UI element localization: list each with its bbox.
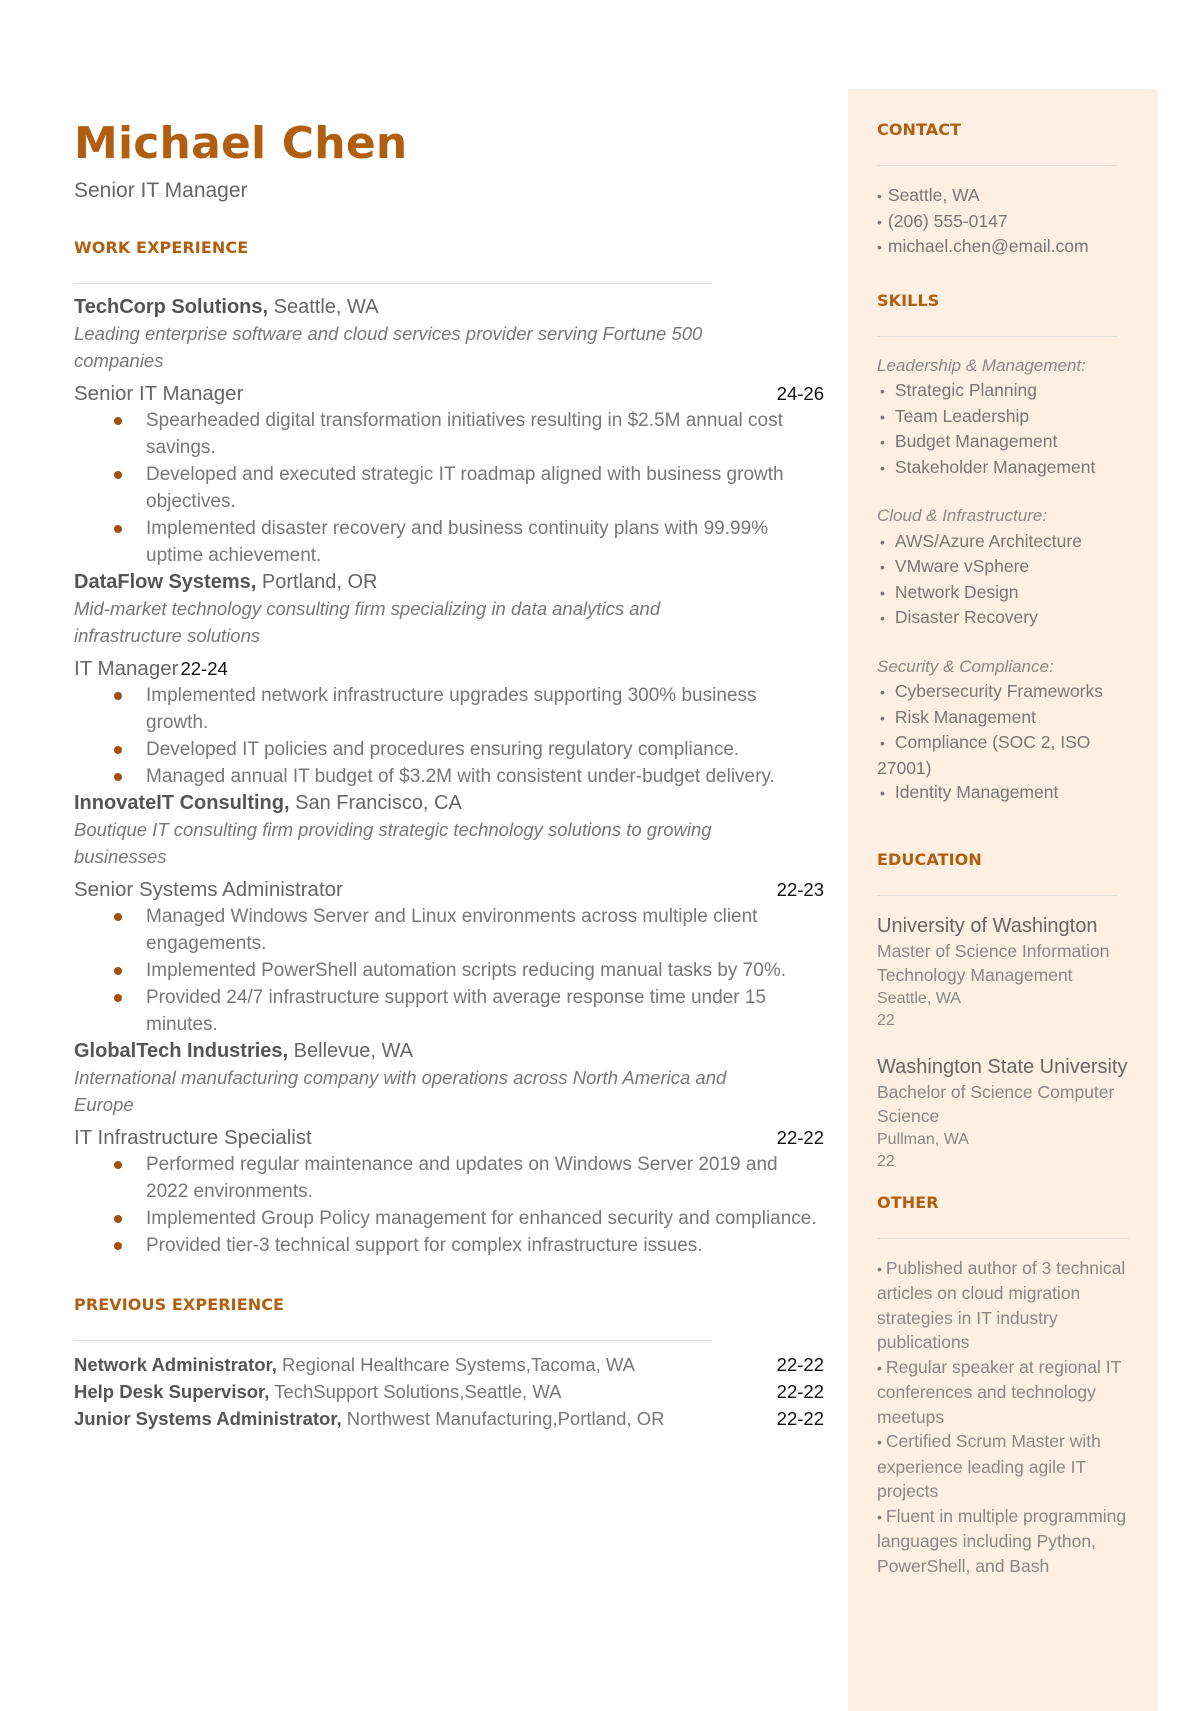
- graduation-year: 22: [877, 1152, 895, 1170]
- role-line: [74, 381, 824, 407]
- candidate-name: Michael Chen: [74, 118, 408, 169]
- previous-role-row: [74, 1351, 824, 1378]
- contact-email[interactable]: [877, 234, 1129, 260]
- bullet-dot-icon: •: [880, 559, 885, 575]
- company-name: DataFlow Systems,: [74, 571, 257, 593]
- role-line: [74, 877, 824, 903]
- company-description: Mid-market technology consulting firm specializing in data analytics and infrastructure solutions: [74, 598, 661, 646]
- bullet-dot-icon: [114, 471, 122, 479]
- skill-text: Compliance (SOC 2, ISO 27001): [877, 732, 1091, 778]
- contact-phone[interactable]: [877, 209, 1129, 235]
- role-dates: 22-23: [776, 879, 824, 900]
- other-section: [877, 1193, 1129, 1579]
- other-list: [877, 1256, 1129, 1579]
- previous-role-dates: 22-22: [776, 1408, 824, 1429]
- skills-heading: SKILLS: [877, 290, 940, 310]
- achievement-list: [112, 407, 824, 569]
- achievement-text: Implemented disaster recovery and business continuity plans with 99.99% uptime achievement.: [146, 518, 769, 566]
- education-entry: [877, 913, 1129, 1032]
- achievement-text: Provided 24/7 infrastructure support with average response time under 15 minutes.: [146, 987, 766, 1035]
- skill-category: Security & Compliance:: [877, 656, 1054, 676]
- bullet-dot-icon: [114, 773, 122, 781]
- other-item: [877, 1256, 1129, 1355]
- section-divider: [74, 1340, 712, 1341]
- achievement-text: Implemented PowerShell automation scripts reducing manual tasks by 70%.: [146, 960, 786, 981]
- achievement-item: [112, 682, 824, 736]
- role-title: IT Infrastructure Specialist: [74, 1126, 312, 1149]
- previous-role-row: [74, 1378, 824, 1405]
- bullet-dot-icon: [114, 746, 122, 754]
- achievement-item: [112, 736, 824, 763]
- skill-item: [877, 705, 1129, 731]
- education-entry: [877, 1054, 1129, 1173]
- skill-text: Disaster Recovery: [894, 607, 1038, 627]
- achievement-item: [112, 407, 824, 461]
- other-text: Certified Scrum Master with experience leading agile IT projects: [877, 1431, 1101, 1501]
- bullet-dot-icon: •: [880, 785, 885, 801]
- bullet-dot-icon: •: [880, 434, 885, 450]
- other-text: Fluent in multiple programming languages including Python, PowerShell, and Bash: [877, 1505, 1127, 1576]
- bullet-dot-icon: •: [880, 684, 885, 700]
- bullet-dot-icon: •: [877, 188, 882, 204]
- job-entry: [74, 790, 822, 1038]
- previous-role-details: Regional Healthcare Systems,Tacoma, WA: [276, 1354, 636, 1375]
- previous-experience-heading: PREVIOUS EXPERIENCE: [74, 1295, 285, 1314]
- bullet-dot-icon: •: [880, 735, 885, 751]
- achievement-item: [112, 1205, 824, 1232]
- school-name: University of Washington: [877, 914, 1098, 937]
- skill-text: Strategic Planning: [894, 380, 1037, 400]
- achievement-text: Implemented network infrastructure upgrades supporting 300% business growth.: [146, 685, 757, 733]
- other-text: Regular speaker at regional IT conferences and technology meetups: [877, 1356, 1121, 1427]
- company-location: San Francisco, CA: [289, 792, 462, 814]
- bullet-dot-icon: •: [880, 459, 885, 476]
- previous-role-dates: 22-22: [776, 1381, 824, 1402]
- bullet-dot-icon: [114, 525, 122, 533]
- skill-group: [877, 354, 1129, 481]
- achievement-text: Managed Windows Server and Linux environments across multiple client engagements.: [146, 906, 758, 954]
- company-line: [74, 294, 822, 320]
- skill-item: [877, 679, 1129, 705]
- other-item: [877, 1504, 1129, 1579]
- role-title: Senior Systems Administrator: [74, 878, 343, 901]
- other-item: [877, 1429, 1129, 1504]
- company-line: [74, 790, 822, 816]
- bullet-dot-icon: •: [880, 610, 885, 626]
- company-line: [74, 1038, 822, 1064]
- bullet-dot-icon: •: [877, 213, 882, 230]
- section-divider: [74, 283, 712, 284]
- skill-category: Cloud & Infrastructure:: [877, 506, 1048, 525]
- previous-role-title: Junior Systems Administrator,: [74, 1408, 342, 1429]
- main-column: [74, 118, 822, 1432]
- previous-experience-list: [74, 1351, 822, 1432]
- contact-email-link[interactable]: michael.chen@email.com: [887, 236, 1089, 256]
- skill-category: Leadership & Management:: [877, 355, 1086, 375]
- bullet-dot-icon: •: [877, 239, 882, 255]
- company-line: [74, 569, 822, 595]
- bullet-dot-icon: [114, 967, 122, 975]
- previous-role-details: Northwest Manufacturing,Portland, OR: [341, 1408, 665, 1429]
- skill-text: VMware vSphere: [894, 556, 1030, 576]
- skill-item: [877, 529, 1129, 555]
- skill-item: [877, 429, 1129, 455]
- degree: Bachelor of Science Computer Science: [877, 1081, 1115, 1126]
- other-heading: OTHER: [877, 1192, 939, 1212]
- company-name: InnovateIT Consulting,: [74, 792, 290, 814]
- skill-list: [877, 378, 1129, 480]
- company-description: Leading enterprise software and cloud services provider serving Fortune 500 companies: [74, 323, 703, 371]
- job-entry: [74, 1038, 822, 1259]
- achievement-text: Implemented Group Policy management for enhanced security and compliance.: [146, 1208, 817, 1229]
- achievement-text: Developed IT policies and procedures ensuring regulatory compliance.: [146, 739, 740, 760]
- achievement-item: [112, 984, 824, 1038]
- company-location: Bellevue, WA: [288, 1040, 413, 1062]
- other-item: [877, 1355, 1129, 1430]
- skill-item: [877, 455, 1129, 481]
- bullet-dot-icon: •: [880, 408, 885, 425]
- bullet-dot-icon: [114, 692, 122, 700]
- job-entry: [74, 569, 822, 790]
- skill-item: [877, 580, 1129, 606]
- contact-heading: CONTACT: [877, 120, 962, 139]
- section-divider: [877, 895, 1117, 896]
- achievement-item: [112, 515, 824, 569]
- other-text: Published author of 3 technical articles on cloud migration strategies in IT industry publications: [877, 1257, 1126, 1352]
- bullet-dot-icon: [114, 994, 122, 1002]
- contact-section: [877, 120, 1129, 260]
- achievement-text: Managed annual IT budget of $3.2M with consistent under-budget delivery.: [146, 766, 775, 787]
- role-line: [74, 1125, 824, 1151]
- bullet-dot-icon: •: [880, 709, 885, 726]
- previous-role-details: TechSupport Solutions,Seattle, WA: [269, 1381, 562, 1402]
- bullet-dot-icon: •: [877, 1359, 882, 1376]
- school-location: Pullman, WA: [877, 1130, 969, 1148]
- company-location: Seattle, WA: [268, 296, 379, 318]
- skill-item: [877, 554, 1129, 580]
- section-divider: [877, 1238, 1129, 1239]
- skill-list: [877, 679, 1129, 806]
- company-name: GlobalTech Industries,: [74, 1040, 289, 1062]
- bullet-dot-icon: [114, 1242, 122, 1250]
- previous-role-row: [74, 1405, 824, 1432]
- skill-item: [877, 605, 1129, 631]
- role-dates: 22-24: [180, 658, 228, 679]
- achievement-list: [112, 1151, 824, 1259]
- company-description: Boutique IT consulting firm providing strategic technology solutions to growing businesses: [74, 819, 712, 867]
- role-title: Senior IT Manager: [74, 382, 244, 405]
- achievement-text: Performed regular maintenance and updates on Windows Server 2019 and 2022 environments.: [146, 1154, 778, 1202]
- contact-list: [877, 183, 1129, 260]
- achievement-text: Provided tier-3 technical support for complex infrastructure issues.: [146, 1235, 703, 1256]
- bullet-dot-icon: •: [880, 383, 885, 399]
- skill-item: [877, 404, 1129, 430]
- achievement-item: [112, 461, 824, 515]
- skill-item: [877, 378, 1129, 404]
- achievement-item: [112, 763, 824, 790]
- achievement-text: Developed and executed strategic IT roadmap aligned with business growth objectives.: [146, 464, 784, 512]
- role-line: [74, 656, 824, 682]
- achievement-item: [112, 1232, 824, 1259]
- achievement-item: [112, 903, 824, 957]
- degree: Master of Science Information Technology Management: [877, 940, 1110, 985]
- skill-text: Risk Management: [894, 706, 1036, 727]
- skill-item: [877, 780, 1129, 806]
- previous-role-title: Network Administrator,: [74, 1354, 277, 1375]
- skill-list: [877, 529, 1129, 631]
- skill-group: [877, 504, 1129, 631]
- skill-text: Stakeholder Management: [894, 456, 1096, 477]
- bullet-dot-icon: [114, 1215, 122, 1223]
- previous-role-title: Help Desk Supervisor,: [74, 1381, 270, 1402]
- bullet-dot-icon: [114, 1161, 122, 1169]
- bullet-dot-icon: [114, 417, 122, 425]
- work-experience-heading: WORK EXPERIENCE: [74, 238, 249, 257]
- achievement-list: [112, 682, 824, 790]
- job-entry: [74, 294, 822, 569]
- achievement-list: [112, 903, 824, 1038]
- candidate-headline: Senior IT Manager: [74, 179, 248, 202]
- bullet-dot-icon: •: [877, 1260, 882, 1277]
- achievement-text: Spearheaded digital transformation initiatives resulting in $2.5M annual cost savings.: [146, 410, 783, 458]
- skill-text: Network Design: [894, 581, 1019, 602]
- skill-text: Identity Management: [894, 782, 1059, 802]
- skill-text: Cybersecurity Frameworks: [894, 681, 1104, 701]
- bullet-dot-icon: •: [880, 533, 885, 550]
- achievement-item: [112, 1151, 824, 1205]
- contact-location: [877, 183, 1129, 209]
- school-name: Washington State University: [877, 1055, 1128, 1078]
- sidebar-content: [877, 120, 1129, 1578]
- bullet-dot-icon: •: [877, 1434, 882, 1450]
- section-divider: [877, 336, 1117, 337]
- achievement-item: [112, 957, 824, 984]
- role-title: IT Manager: [74, 657, 179, 680]
- skills-section: [877, 291, 1129, 806]
- company-description: International manufacturing company with operations across North America and Europe: [74, 1067, 727, 1115]
- role-dates: 24-26: [776, 383, 824, 404]
- education-heading: EDUCATION: [877, 849, 982, 869]
- company-location: Portland, OR: [256, 571, 378, 593]
- skill-text: AWS/Azure Architecture: [894, 530, 1082, 551]
- skill-text: Budget Management: [894, 431, 1058, 451]
- graduation-year: 22: [877, 1011, 895, 1029]
- bullet-dot-icon: •: [880, 584, 885, 601]
- section-divider: [877, 165, 1117, 166]
- skill-group: [877, 655, 1129, 806]
- contact-location-text: Seattle, WA: [887, 185, 980, 205]
- skill-text: Team Leadership: [894, 405, 1030, 426]
- bullet-dot-icon: [114, 913, 122, 921]
- previous-role-dates: 22-22: [776, 1354, 824, 1375]
- company-name: TechCorp Solutions,: [74, 296, 269, 318]
- bullet-dot-icon: •: [877, 1508, 882, 1525]
- role-dates: 22-22: [776, 1127, 824, 1148]
- skill-item: [877, 730, 1129, 780]
- education-section: [877, 850, 1129, 1173]
- sidebar: [848, 89, 1158, 1711]
- school-location: Seattle, WA: [877, 989, 961, 1007]
- contact-phone-text[interactable]: (206) 555-0147: [887, 210, 1008, 231]
